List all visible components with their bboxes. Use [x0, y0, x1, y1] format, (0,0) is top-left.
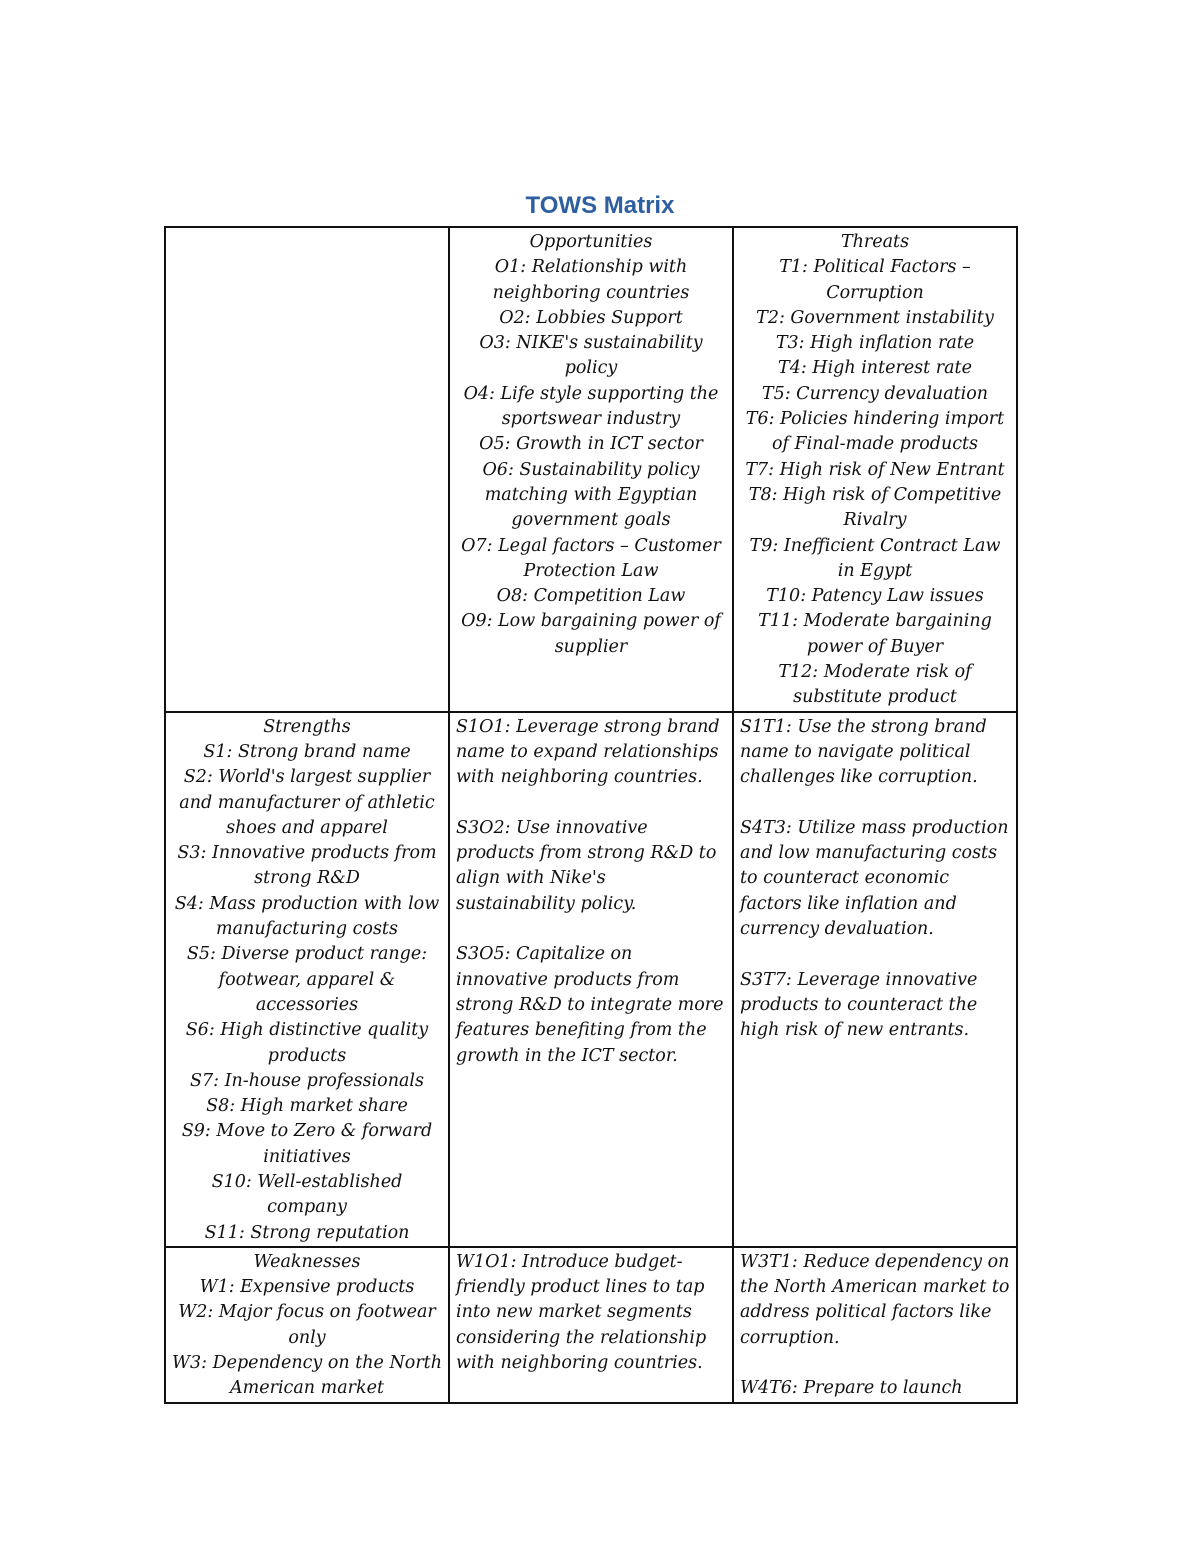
opportunity-item: O3: NIKE's sustainability policy [479, 333, 703, 379]
document-title: TOWS Matrix [525, 192, 675, 219]
weaknesses-cell [165, 1247, 449, 1403]
table-row [165, 712, 1017, 1247]
empty-corner-cell [165, 227, 449, 712]
strength-item: S6: High distinctive quality products [185, 1020, 429, 1066]
strength-item: S2: World's largest supplier and manufacturer of athletic shoes and apparel [179, 767, 435, 838]
tows-matrix-table [164, 226, 1018, 1404]
threat-item: T7: High risk of New Entrant [745, 459, 1005, 480]
threat-item: T5: Currency devaluation [761, 383, 989, 404]
threat-item: T10: Patency Law issues [766, 586, 984, 607]
strength-item: S8: High market share [206, 1096, 408, 1117]
opportunity-item: O4: Life style supporting the sportswear industry [463, 383, 719, 430]
wo-strategies-cell [449, 1247, 733, 1403]
opportunity-item: O9: Low bargaining power of supplier [461, 611, 721, 657]
strengths-cell [165, 712, 449, 1247]
strength-item: S9: Move to Zero & forward initiatives [181, 1121, 433, 1167]
wt-strategy: W3T1: Reduce dependency on the North American market to address political factors like corruption. [740, 1251, 1010, 1348]
so-strategy: S1O1: Leverage strong brand name to expand relationships with neighboring countries. [456, 716, 720, 788]
strength-item: S10: Well-established company [211, 1171, 403, 1218]
opportunity-item: O7: Legal factors – Customer Protection Law [461, 535, 721, 581]
threat-item: T9: Inefficient Contract Law in Egypt [749, 535, 1001, 581]
wt-strategy: W4T6: Prepare to launch [740, 1378, 963, 1399]
st-strategy: S3T7: Leverage innovative products to counteract the high risk of new entrants. [740, 969, 978, 1041]
threat-item: T1: Political Factors – Corruption [779, 257, 971, 303]
opportunity-item: O1: Relationship with neighboring countries [492, 257, 690, 303]
wt-strategies-cell [733, 1247, 1017, 1403]
opportunity-item: O6: Sustainability policy matching with Egyptian government goals [482, 459, 700, 531]
opportunity-item: O8: Competition Law [496, 586, 686, 607]
weakness-item: W2: Major focus on footwear only [178, 1302, 436, 1348]
threat-item: T4: High interest rate [778, 358, 972, 379]
weakness-item: W1: Expensive products [199, 1277, 415, 1298]
strength-item: S1: Strong brand name [203, 741, 411, 762]
opportunities-cell [449, 227, 733, 712]
strength-item: S11: Strong reputation [204, 1222, 410, 1243]
strength-item: S3: Innovative products from strong R&D [177, 843, 437, 889]
so-strategy: S3O2: Use innovative products from strong R&D to align with Nike's sustainability policy. [456, 817, 717, 914]
weakness-item: W3: Dependency on the North American market [172, 1353, 442, 1399]
wo-strategy: W1O1: Introduce budget-friendly product lines to tap into new market segments considering the relationship with neighboring countries. [456, 1251, 707, 1374]
threat-item: T8: High risk of Competitive Rivalry [748, 484, 1002, 531]
strengths-heading: Strengths [263, 716, 351, 737]
st-strategy: S1T1: Use the strong brand name to navigate political challenges like corruption. [740, 716, 987, 788]
weaknesses-heading: Weaknesses [253, 1251, 361, 1272]
strength-item: S4: Mass production with low manufacturing costs [174, 893, 440, 940]
threats-cell [733, 227, 1017, 712]
threat-item: T12: Moderate risk of substitute product [778, 662, 972, 708]
so-strategies-cell [449, 712, 733, 1247]
threat-item: T6: Policies hindering import of Final-made products [745, 409, 1005, 455]
opportunity-item: O2: Lobbies Support [499, 307, 683, 328]
strength-item: S7: In-house professionals [190, 1070, 424, 1091]
table-row [165, 1247, 1017, 1403]
table-row [165, 227, 1017, 712]
threats-heading: Threats [840, 232, 910, 252]
opportunity-item: O5: Growth in ICT sector [479, 434, 703, 455]
st-strategies-cell [733, 712, 1017, 1247]
threat-item: T11: Moderate bargaining power of Buyer [758, 611, 992, 657]
threat-item: T2: Government instability [756, 307, 994, 328]
so-strategy: S3O5: Capitalize on innovative products from strong R&D to integrate more features benefiting from the growth in the ICT sector. [456, 944, 724, 1066]
opportunities-heading: Opportunities [529, 232, 653, 252]
threat-item: T3: High inflation rate [775, 333, 975, 354]
st-strategy: S4T3: Utilize mass production and low manufacturing costs to counteract economic factors like inflation and currency devaluation. [740, 817, 1009, 940]
strength-item: S5: Diverse product range: footwear, apparel & accessories [186, 944, 428, 1015]
